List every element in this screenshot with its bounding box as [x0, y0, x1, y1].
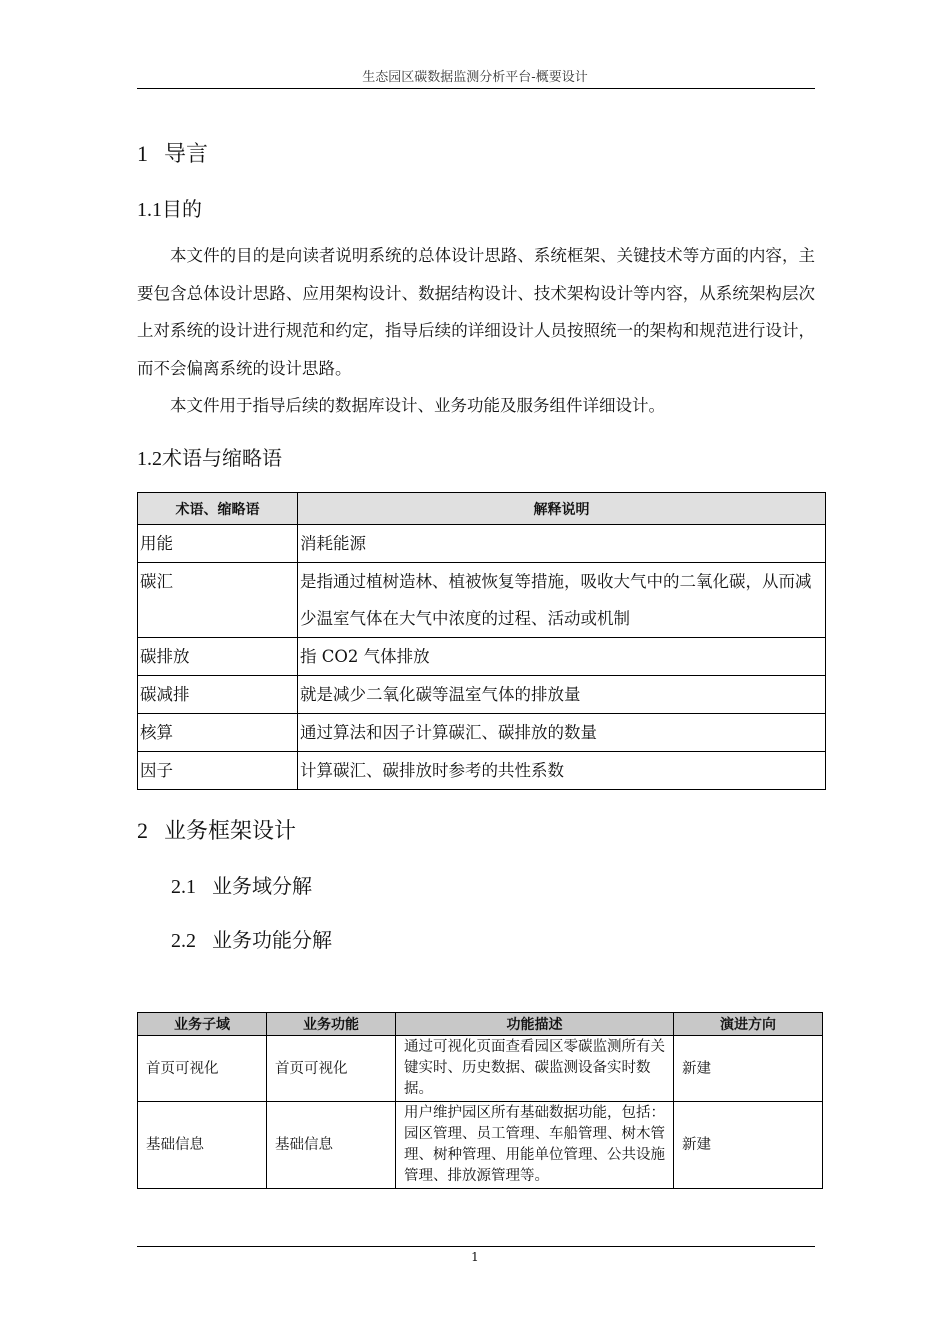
page-header-title: 生态园区碳数据监测分析平台-概要设计	[362, 70, 588, 85]
table-header-cell: 业务功能	[267, 1013, 396, 1036]
term-cell: 核算	[138, 714, 298, 752]
definition-cell: 通过算法和因子计算碳汇、碳排放的数量	[298, 714, 826, 752]
table-row	[138, 676, 826, 714]
section-title: 业务功能分解	[212, 928, 332, 952]
function-cell: 首页可视化	[267, 1036, 396, 1102]
page-number: 1	[471, 1250, 479, 1264]
section-1-heading	[137, 137, 208, 168]
section-number: 2.1	[171, 876, 196, 898]
term-cell: 因子	[138, 752, 298, 790]
section-2-1-heading	[171, 870, 312, 899]
table-row	[138, 1102, 823, 1189]
table-row	[138, 638, 826, 676]
section-2-2-heading	[171, 924, 332, 953]
section-title: 术语与缩略语	[162, 446, 282, 470]
direction-cell: 新建	[674, 1102, 823, 1189]
section-number: 1.1	[137, 199, 162, 221]
definition-cell: 计算碳汇、碳排放时参考的共性系数	[298, 752, 826, 790]
function-cell: 基础信息	[267, 1102, 396, 1189]
table-header-cell: 解释说明	[298, 493, 826, 525]
table-row	[138, 525, 826, 563]
header-divider	[137, 88, 815, 89]
table-header-cell: 术语、缩略语	[138, 493, 298, 525]
section-2-heading	[137, 814, 296, 845]
term-cell: 碳汇	[138, 563, 298, 638]
purpose-paragraph-1: 本文件的目的是向读者说明系统的总体设计思路、系统框架、关键技术等方面的内容，主要包含总体设计思路、应用架构设计、数据结构设计、技术架构设计等内容，从系统架构层次上对系统的设计进行规范和约定，指导后续的详细设计人员按照统一的架构和规范进行设计，而不会偏离系统的设计思路。	[137, 246, 815, 378]
term-cell: 用能	[138, 525, 298, 563]
definition-cell: 指 CO2 气体排放	[298, 638, 826, 676]
section-number: 2	[137, 818, 148, 843]
definition-cell: 是指通过植树造林、植被恢复等措施，吸收大气中的二氧化碳，从而减少温室气体在大气中浓度的过程、活动或机制	[298, 563, 826, 638]
table-header-cell: 业务子域	[138, 1013, 267, 1036]
section-number: 1	[137, 141, 148, 166]
section-1-1-heading	[137, 193, 202, 222]
terms-table	[137, 492, 826, 790]
section-title: 导言	[164, 142, 209, 167]
table-header-cell: 功能描述	[396, 1013, 674, 1036]
subdomain-cell: 基础信息	[138, 1102, 267, 1189]
definition-cell: 就是减少二氧化碳等温室气体的排放量	[298, 676, 826, 714]
section-number: 1.2	[137, 448, 162, 470]
section-title: 业务域分解	[212, 874, 312, 898]
table-header-cell: 演进方向	[674, 1013, 823, 1036]
section-number: 2.2	[171, 930, 196, 952]
purpose-paragraph-2: 本文件用于指导后续的数据库设计、业务功能及服务组件详细设计。	[170, 396, 665, 415]
term-cell: 碳排放	[138, 638, 298, 676]
section-title: 目的	[162, 197, 202, 221]
footer-divider	[137, 1246, 815, 1247]
section-title: 业务框架设计	[164, 819, 297, 844]
subdomain-cell: 首页可视化	[138, 1036, 267, 1102]
function-table	[137, 1012, 823, 1189]
table-header-row	[138, 1013, 823, 1036]
term-cell: 碳减排	[138, 676, 298, 714]
table-row	[138, 752, 826, 790]
section-1-2-heading	[137, 442, 282, 471]
table-row	[138, 714, 826, 752]
table-row	[138, 563, 826, 638]
definition-cell: 消耗能源	[298, 525, 826, 563]
table-header-row	[138, 493, 826, 525]
description-cell: 用户维护园区所有基础数据功能，包括：园区管理、员工管理、车船管理、树木管理、树种管理、用能单位管理、公共设施管理、排放源管理等。	[396, 1102, 674, 1189]
description-cell: 通过可视化页面查看园区零碳监测所有关键实时、历史数据、碳监测设备实时数据。	[396, 1036, 674, 1102]
table-row	[138, 1036, 823, 1102]
direction-cell: 新建	[674, 1036, 823, 1102]
